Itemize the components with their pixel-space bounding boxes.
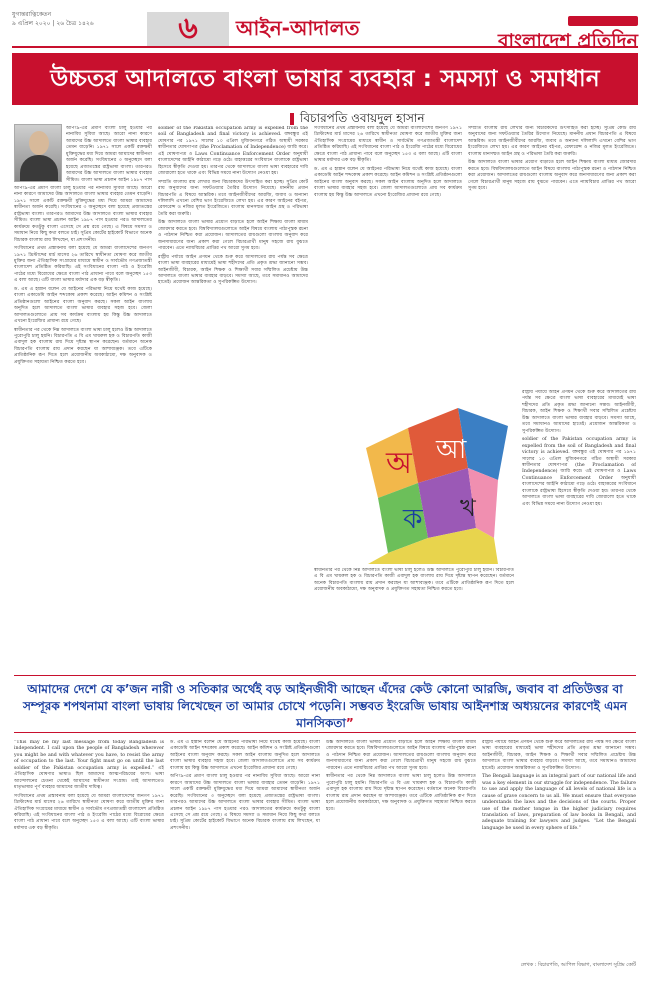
paragraph: রাষ্ট্রীয় পর্যায়ে আইন প্রণয়ন থেকে শুরু করে আদালতের রায় পর্যন্ত সব ক্ষেত্রে বাংলা ভাষা ব্যবহারের মাধ্যমেই ভাষা শহীদদের প্রতি প্রকৃত শ্রদ্ধা জানানো সম্ভব। আইনজীবী, বিচারক, আইন শিক্ষক ও শিক্ষার্থী সবার সম্মিলিত প্রচেষ্টায় উচ্চ আদালতে বাংলা ভাষার ব্যবহার বাড়বে। সমস্যা আছে, তবে সমাধানও আমাদের হাতেই। প্রয়োজন আন্তরিকতা ও সুপরিকল্পিত উদ্যোগ। [158,254,308,286]
paragraph: সংবিধানের প্রথম প্রস্তাবনায় বলা হয়েছে যে আমরা বাংলাদেশের জনগণ ১৯৭১ খ্রিস্টাব্দের মার্চ মাসের ২৬ তারিখে স্বাধীনতা ঘোষণা করে জাতীয় মুক্তির জন্য ঐতিহাসিক সংগ্রামের মাধ্যমে স্বাধীন ও সার্বভৌম গণপ্রজাতন্ত্রী বাংলাদেশ প্রতিষ্ঠিত করিয়াছি। এই সংবিধানের বাংলা পাঠ ও ইংরেজি পাঠের মধ্যে বিরোধের ক্ষেত্রে বাংলা পাঠ প্রাধান্য পাবে বলে অনুচ্ছেদ ১৫৩ এ বলা আছে। এটি বাংলা ভাষার মর্যাদার এক বড় স্বীকৃতি। [314,126,462,164]
section-title: আইন-আদালত [236,16,360,40]
pull-quote [14,675,636,733]
svg-text:আ: আ [436,435,467,465]
page-number: ৬ [147,12,229,46]
page-header [12,8,638,52]
paragraph: “This may be my last message from today Bangladesh is independent. I call upon the people of Bangladesh wherever you might be and with whatever you have, to resist the army of occupation to the last. Your fight must go on until the last soldier of the Pakistan occupation army is expelled.” এই ঐতিহাসিক ঘোষণার ভাষাও ছিল আমাদের আত্মপরিচয়ের অংশ। ভাষা আন্দোলনের চেতনা থেকেই আমাদের স্বাধীনতা সংগ্রাম। তাই আদালতেও মাতৃভাষার পূর্ণ ব্যবহার আমাদের জাতীয় দায়িত্ব। [14,740,164,791]
paragraph: সংবিধানের প্রথম প্রস্তাবনায় বলা হয়েছে যে আমরা বাংলাদেশের জনগণ ১৯৭১ খ্রিস্টাব্দের মার্চ মাসের ২৬ তারিখে স্বাধীনতা ঘোষণা করে জাতীয় মুক্তির জন্য ঐতিহাসিক সংগ্রামের মাধ্যমে স্বাধীন ও সার্বভৌম গণপ্রজাতন্ত্রী বাংলাদেশ প্রতিষ্ঠিত করিয়াছি। এই সংবিধানের বাংলা পাঠ ও ইংরেজি পাঠের মধ্যে বিরোধের ক্ষেত্রে বাংলা পাঠ প্রাধান্য পাবে বলে অনুচ্ছেদ ১৫৩ এ বলা আছে। এটি বাংলা ভাষার মর্যাদার এক বড় স্বীকৃতি। [14,246,152,284]
logo-mark-icon [568,16,638,26]
paragraph: সম্প্রতি বাংলায় রায় লেখার জন্য বিচারকদের উৎসাহিত করা হচ্ছে। সুপ্রিম কোর্ট রায় অনুবাদের জন্য সফটওয়্যার তৈরির উদ্যোগ নিয়েছে। মাননীয় প্রধান বিচারপতি এ বিষয়ে আন্তরিক। তবে আইনজীবীদের আরজি, জবাব ও অন্যান্য দলিলাদি এখনো বেশির ভাগ ইংরেজিতে লেখা হয়। এর কারণ আইনের বইপত্র, রেফারেন্স ও নজির মূলত ইংরেজিতে। বাংলায় মানসম্মত আইন গ্রন্থ ও পরিভাষা তৈরি করা জরুরি। [158,179,308,217]
paragraph: অপিং৯-এর প্রমাণ বাংলা চালু হওয়ার পর নানাবিধ সুবিধা আছে। আরো নানা কারণে আমাদের উচ্চ আদালতে বাংলা ভাষার ব্যবহার তেমন বাড়েনি। ১৯৭১ সালে একটি রক্তক্ষয়ী মুক্তিযুদ্ধের মধ্য দিয়ে আমরা আমাদের স্বাধীনতা অর্জন করেছি। সংবিধানের ৩ অনুচ্ছেদে বলা হয়েছে প্রজাতন্ত্রের রাষ্ট্রভাষা বাংলা। তারপরও আমাদের উচ্চ আদালতে বাংলা ভাষার ব্যবহার সীমিত। বাংলা ভাষা প্রচলন আইন ১৯৮৭ পাস হওয়ার পরও আদালতের কার্যক্রমে কতটুকু বাংলা এসেছে সে প্রশ্ন রয়ে গেছে। এ বিষয়ে সমস্যা ও সমাধান নিয়ে কিছু কথা বলতে চাই। সুপ্রিম কোর্টের হাইকোর্ট বিভাগে অনেক বিচারক বাংলায় রায় লিখছেন, যা প্রশংসনীয়। [14,186,152,243]
article-column [170,740,320,972]
header-meta [12,10,94,28]
paragraph: উচ্চ আদালতে বাংলা ভাষার প্রয়োগ বাড়াতে হলে আইন শিক্ষায় বাংলা মাধ্যম জোরদার করতে হবে। বিশ্ববিদ্যালয়গুলোতে আইন বিষয়ে বাংলায় পাঠ্যপুস্তক রচনা ও পাঠদান নিশ্চিত করা প্রয়োজন। আদালতের রায়গুলো বাংলায় অনুবাদ করে জনসাধারণের জন্য প্রকাশ করা গেলে বিচারপ্রার্থী মানুষ সহজে রায় বুঝতে পারবেন। এতে ন্যায়বিচার প্রাপ্তির পথ আরো সুগম হবে। [468,160,636,192]
quote-close-icon: ” [345,716,354,730]
paragraph: রাষ্ট্রীয় পর্যায়ে আইন প্রণয়ন থেকে শুরু করে আদালতের রায় পর্যন্ত সব ক্ষেত্রে বাংলা ভাষা ব্যবহারের মাধ্যমেই ভাষা শহীদদের প্রতি প্রকৃত শ্রদ্ধা জানানো সম্ভব। আইনজীবী, বিচারক, আইন শিক্ষক ও শিক্ষার্থী সবার সম্মিলিত প্রচেষ্টায় উচ্চ আদালতে বাংলা ভাষার ব্যবহার বাড়বে। সমস্যা আছে, তবে সমাধানও আমাদের হাতেই। প্রয়োজন আন্তরিকতা ও সুপরিকল্পিত উদ্যোগ। [482,740,636,771]
paragraph: অপিং৯-এর প্রমাণ বাংলা চালু হওয়ার পর নানাবিধ সুবিধা আছে। আরো নানা কারণে আমাদের উচ্চ আদালতে বাংলা ভাষার ব্যবহার তেমন বাড়েনি। ১৯৭১ সালে একটি রক্তক্ষয়ী মুক্তিযুদ্ধের মধ্য দিয়ে আমরা আমাদের স্বাধীনতা অর্জন করেছি। সংবিধানের ৩ অনুচ্ছেদে বলা হয়েছে প্রজাতন্ত্রের রাষ্ট্রভাষা বাংলা। তারপরও আমাদের উচ্চ আদালতে বাংলা ভাষার ব্যবহার সীমিত। বাংলা ভাষা প্রচলন আইন ১৯৮৭ পাস হওয়ার পরও আদালতের কার্যক্রমে কতটুকু বাংলা এসেছে সে প্রশ্ন রয়ে গেছে। এ বিষয়ে সমস্যা ও সমাধান নিয়ে কিছু কথা বলতে চাই। সুপ্রিম কোর্টের হাইকোর্ট বিভাগে অনেক বিচারক বাংলায় রায় লিখছেন, যা প্রশংসনীয়। [170,774,320,831]
author-bio: লেখক : বিচারপতি, আপিল বিভাগ, বাংলাদেশ সুপ্রিম কোর্ট [520,962,636,968]
paragraph: soldier of the Pakistan occupation army is expelled from the soil of Bangladesh and final victory is achieved. বঙ্গবন্ধুর এই ঘোষণার পর ১৯৭১ সালের ১০ এপ্রিল মুজিবনগরে গঠিত অস্থায়ী সরকার স্বাধীনতার ঘোষণাপত্র (the Proclamation of Independence) জারি করে। এই ঘোষণাপত্র ও Laws Continuance Enforcement Order অনুযায়ী বাংলাদেশের আইনি কাঠামো গড়ে ওঠে। বাহাত্তরের সংবিধানে বাংলাকে রাষ্ট্রভাষা হিসেবে স্বীকৃতি দেওয়া হয়। তারপর থেকে আদালতে বাংলা ভাষা ব্যবহারের দাবি জোরালো হতে থাকে এবং বিভিন্ন সময়ে নানা উদ্যোগ নেওয়া হয়। [522,437,636,507]
bengali-letters-illustration [348,388,518,564]
date-line: ৯ এপ্রিল ২০২০ | ২৬ চৈত্র ১৪২৬ [12,20,94,27]
newspaper-name: বাংলাদেশ প্রতিদিন [497,30,638,52]
paragraph: The Bengali language is an integral part of our national life and was a key element in our struggle for independence. The failure to use and apply the language of all levels of national life is a cause of grave concern to us all. We must ensure that everyone understands the laws and the decisions of the courts. Proper use of the mother tongue in the higher judiciary requires translation of laws, preparation of law books in Bengali, and adequate training for lawyers and judges. “Let the Bengali language be used in every sphere of life.” [482,774,636,831]
article-column [14,186,152,670]
article-column [14,740,164,972]
article-byline: বিচারপতি ওবায়দুল হাসান [290,110,425,130]
svg-text:খ: খ [460,494,476,522]
paragraph: রাষ্ট্রীয় পর্যায়ে আইন প্রণয়ন থেকে শুরু করে আদালতের রায় পর্যন্ত সব ক্ষেত্রে বাংলা ভাষা ব্যবহারের মাধ্যমেই ভাষা শহীদদের প্রতি প্রকৃত শ্রদ্ধা জানানো সম্ভব। আইনজীবী, বিচারক, আইন শিক্ষক ও শিক্ষার্থী সবার সম্মিলিত প্রচেষ্টায় উচ্চ আদালতে বাংলা ভাষার ব্যবহার বাড়বে। সমস্যা আছে, তবে সমাধানও আমাদের হাতেই। প্রয়োজন আন্তরিকতা ও সুপরিকল্পিত উদ্যোগ। [522,390,636,434]
paragraph: স্বাধীনতার পর থেকে নিম্ন আদালতে বাংলা ভাষা চালু হলেও উচ্চ আদালতে পুরোপুরি চালু হয়নি। বিচারপতি এ বি এম খায়রুল হক ও বিচারপতি কাজী এবাদুল হক বাংলায় রায় দিয়ে দৃষ্টান্ত স্থাপন করেছেন। বর্তমানে অনেক বিচারপতি বাংলায় রায় প্রদান করছেন যা আশাব্যঞ্জক। তবে এটিকে প্রাতিষ্ঠানিক রূপ দিতে হলে প্রয়োজনীয় অবকাঠামো, দক্ষ অনুবাদক ও প্রযুক্তিগত সহায়তা নিশ্চিত করতে হবে। [14,327,152,365]
paragraph: সম্প্রতি বাংলায় রায় লেখার জন্য বিচারকদের উৎসাহিত করা হচ্ছে। সুপ্রিম কোর্ট রায় অনুবাদের জন্য সফটওয়্যার তৈরির উদ্যোগ নিয়েছে। মাননীয় প্রধান বিচারপতি এ বিষয়ে আন্তরিক। তবে আইনজীবীদের আরজি, জবাব ও অন্যান্য দলিলাদি এখনো বেশির ভাগ ইংরেজিতে লেখা হয়। এর কারণ আইনের বইপত্র, রেফারেন্স ও নজির মূলত ইংরেজিতে। বাংলায় মানসম্মত আইন গ্রন্থ ও পরিভাষা তৈরি করা জরুরি। [468,126,636,157]
article-column [314,568,514,670]
paragraph: ড. এম এ হান্নান বলেন যে আইনের পরিভাষা নিয়ে যথেষ্ট কাজ হয়েছে। বাংলা একাডেমি আইন শব্দকোষ প্রকাশ করেছে। আইন কমিশন ও সংশ্লিষ্ট প্রতিষ্ঠানগুলো আইনের বাংলা অনুবাদ করছে। সকল আইন বাংলায় অনূদিত হলে আদালতে বাংলা ভাষার ব্যবহার সহজ হবে। জেলা আদালতগুলোতে প্রায় সব কার্যক্রম বাংলায় হয় কিন্তু উচ্চ আদালতে এখনো ইংরেজির প্রাধান্য রয়ে গেছে। [14,286,152,325]
paragraph: ড. এম এ হান্নান বলেন যে আইনের পরিভাষা নিয়ে যথেষ্ট কাজ হয়েছে। বাংলা একাডেমি আইন শব্দকোষ প্রকাশ করেছে। আইন কমিশন ও সংশ্লিষ্ট প্রতিষ্ঠানগুলো আইনের বাংলা অনুবাদ করছে। সকল আইন বাংলায় অনূদিত হলে আদালতে বাংলা ভাষার ব্যবহার সহজ হবে। জেলা আদালতগুলোতে প্রায় সব কার্যক্রম বাংলায় হয় কিন্তু উচ্চ আদালতে এখনো ইংরেজির প্রাধান্য রয়ে গেছে। [314,166,462,198]
svg-text:অ: অ [386,446,412,481]
svg-text:ক: ক [403,502,423,535]
article-column [482,740,636,960]
newspaper-logo [498,12,638,51]
article-column [468,126,636,386]
paragraph: সংবিধানের প্রথম প্রস্তাবনায় বলা হয়েছে যে আমরা বাংলাদেশের জনগণ ১৯৭১ খ্রিস্টাব্দের মার্চ মাসের ২৬ তারিখে স্বাধীনতা ঘোষণা করে জাতীয় মুক্তির জন্য ঐতিহাসিক সংগ্রামের মাধ্যমে স্বাধীন ও সার্বভৌম গণপ্রজাতন্ত্রী বাংলাদেশ প্রতিষ্ঠিত করিয়াছি। এই সংবিধানের বাংলা পাঠ ও ইংরেজি পাঠের মধ্যে বিরোধের ক্ষেত্রে বাংলা পাঠ প্রাধান্য পাবে বলে অনুচ্ছেদ ১৫৩ এ বলা আছে। এটি বাংলা ভাষার মর্যাদার এক বড় স্বীকৃতি। [14,793,164,831]
article-column [158,126,308,670]
pull-quote-text: আমাদের দেশে যে ক’জন নারী ও সতিকার অর্থেই বড় আইনজীবী আছেন এঁদের কেউ কোনো আরজি, জবাব বা প্রতিউত্তর বা সম্পূরক শপথনামা বাংলা ভাষায় লিখেছেন তা আমার চোখে পড়েনি। সম্ভবত ইংরেজি ভাষায় আইনশাস্ত্র অধ্যয়নের কারণেই এমন মানসিকতা [22,682,628,730]
paragraph: ড. এম এ হান্নান বলেন যে আইনের পরিভাষা নিয়ে যথেষ্ট কাজ হয়েছে। বাংলা একাডেমি আইন শব্দকোষ প্রকাশ করেছে। আইন কমিশন ও সংশ্লিষ্ট প্রতিষ্ঠানগুলো আইনের বাংলা অনুবাদ করছে। সকল আইন বাংলায় অনূদিত হলে আদালতে বাংলা ভাষার ব্যবহার সহজ হবে। জেলা আদালতগুলোতে প্রায় সব কার্যক্রম বাংলায় হয় কিন্তু উচ্চ আদালতে এখনো ইংরেজির প্রাধান্য রয়ে গেছে। [170,740,320,771]
article-column [314,126,462,384]
paragraph: উচ্চ আদালতে বাংলা ভাষার প্রয়োগ বাড়াতে হলে আইন শিক্ষায় বাংলা মাধ্যম জোরদার করতে হবে। বিশ্ববিদ্যালয়গুলোতে আইন বিষয়ে বাংলায় পাঠ্যপুস্তক রচনা ও পাঠদান নিশ্চিত করা প্রয়োজন। আদালতের রায়গুলো বাংলায় অনুবাদ করে জনসাধারণের জন্য প্রকাশ করা গেলে বিচারপ্রার্থী মানুষ সহজে রায় বুঝতে পারবেন। এতে ন্যায়বিচার প্রাপ্তির পথ আরো সুগম হবে। [326,740,476,771]
paragraph: অপিং৯-এর প্রমাণ বাংলা চালু হওয়ার পর নানাবিধ সুবিধা আছে। আরো নানা কারণে আমাদের উচ্চ আদালতে বাংলা ভাষার ব্যবহার তেমন বাড়েনি। ১৯৭১ সালে একটি রক্তক্ষয়ী মুক্তিযুদ্ধের মধ্য দিয়ে আমরা আমাদের স্বাধীনতা অর্জন করেছি। সংবিধানের ৩ অনুচ্ছেদে বলা হয়েছে প্রজাতন্ত্রের রাষ্ট্রভাষা বাংলা। তারপরও আমাদের উচ্চ আদালতে বাংলা ভাষার ব্যবহার সীমিত। বাংলা ভাষা প্রচলন আইন ১৯৮৭ পাস [66,126,152,182]
paragraph: স্বাধীনতার পর থেকে নিম্ন আদালতে বাংলা ভাষা চালু হলেও উচ্চ আদালতে পুরোপুরি চালু হয়নি। বিচারপতি এ বি এম খায়রুল হক ও বিচারপতি কাজী এবাদুল হক বাংলায় রায় দিয়ে দৃষ্টান্ত স্থাপন করেছেন। বর্তমানে অনেক বিচারপতি বাংলায় রায় প্রদান করছেন যা আশাব্যঞ্জক। তবে এটিকে প্রাতিষ্ঠানিক রূপ দিতে হলে প্রয়োজনীয় অবকাঠামো, দক্ষ অনুবাদক ও প্রযুক্তিগত সহায়তা নিশ্চিত করতে হবে। [326,774,476,812]
author-photo [14,124,62,182]
article-column [66,126,152,182]
edition-label: যুগান্তরাত্নিকেতন [12,11,52,18]
article-headline: উচ্চতর আদালতে বাংলা ভাষার ব্যবহার : সমস্যা ও সমাধান [12,53,638,105]
article-column [326,740,476,972]
paragraph: উচ্চ আদালতে বাংলা ভাষার প্রয়োগ বাড়াতে হলে আইন শিক্ষায় বাংলা মাধ্যম জোরদার করতে হবে। বিশ্ববিদ্যালয়গুলোতে আইন বিষয়ে বাংলায় পাঠ্যপুস্তক রচনা ও পাঠদান নিশ্চিত করা প্রয়োজন। আদালতের রায়গুলো বাংলায় অনুবাদ করে জনসাধারণের জন্য প্রকাশ করা গেলে বিচারপ্রার্থী মানুষ সহজে রায় বুঝতে পারবেন। এতে ন্যায়বিচার প্রাপ্তির পথ আরো সুগম হবে। [158,220,308,252]
article-column [522,390,636,670]
paragraph: soldier of the Pakistan occupation army is expelled from the soil of Bangladesh and final victory is achieved. বঙ্গবন্ধুর এই ঘোষণার পর ১৯৭১ সালের ১০ এপ্রিল মুজিবনগরে গঠিত অস্থায়ী সরকার স্বাধীনতার ঘোষণাপত্র (the Proclamation of Independence) জারি করে। এই ঘোষণাপত্র ও Laws Continuance Enforcement Order অনুযায়ী বাংলাদেশের আইনি কাঠামো গড়ে ওঠে। বাহাত্তরের সংবিধানে বাংলাকে রাষ্ট্রভাষা হিসেবে স্বীকৃতি দেওয়া হয়। তারপর থেকে আদালতে বাংলা ভাষা ব্যবহারের দাবি জোরালো হতে থাকে এবং বিভিন্ন সময়ে নানা উদ্যোগ নেওয়া হয়। [158,126,308,177]
paragraph: স্বাধীনতার পর থেকে নিম্ন আদালতে বাংলা ভাষা চালু হলেও উচ্চ আদালতে পুরোপুরি চালু হয়নি। বিচারপতি এ বি এম খায়রুল হক ও বিচারপতি কাজী এবাদুল হক বাংলায় রায় দিয়ে দৃষ্টান্ত স্থাপন করেছেন। বর্তমানে অনেক বিচারপতি বাংলায় রায় প্রদান করছেন যা আশাব্যঞ্জক। তবে এটিকে প্রাতিষ্ঠানিক রূপ দিতে হলে প্রয়োজনীয় অবকাঠামো, দক্ষ অনুবাদক ও প্রযুক্তিগত সহায়তা নিশ্চিত করতে হবে। [314,568,514,593]
